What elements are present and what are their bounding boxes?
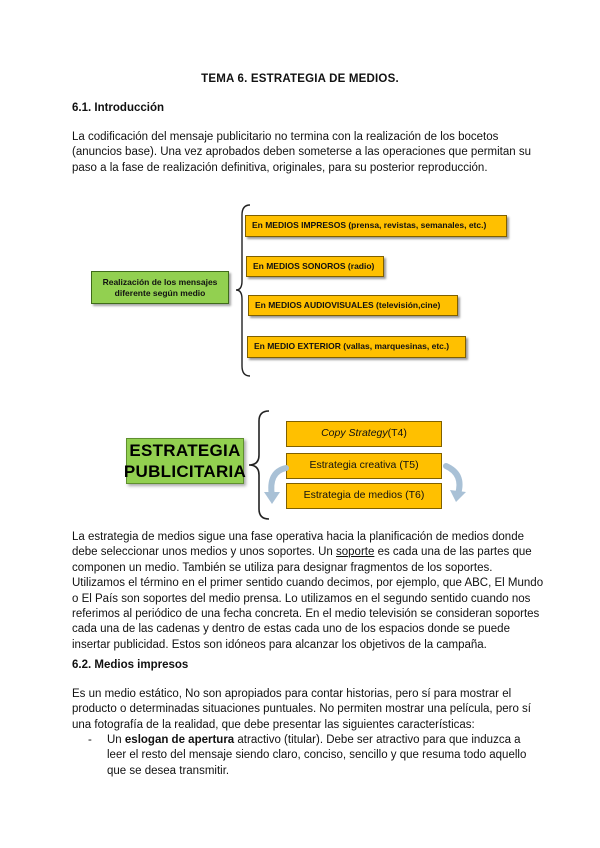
print-media-paragraph	[72, 687, 532, 733]
cycle-arrow-left-icon	[262, 462, 292, 506]
strategy-item-copy-italic: Copy Strategy	[321, 427, 388, 440]
cycle-arrow-right-icon	[440, 460, 470, 504]
text-line: La codificación del mensaje publicitario no termina con la realización de los bocetos	[72, 131, 499, 143]
intro-paragraph	[72, 130, 532, 176]
text-line: La estrategia de medios sigue una fase operativa hacia la planificación de medios donde	[72, 531, 524, 543]
text-run: es cada una de las partes que	[374, 546, 532, 559]
text-run: debe seleccionar unos medios y unos soportes. Un	[72, 546, 337, 559]
bullet-item-slogan	[107, 733, 537, 779]
text-line: referimos al periódico de una fecha concreta. En el medio televisión se consideran soportes	[72, 608, 540, 621]
media-strategy-paragraph	[72, 530, 544, 653]
text-line: insertar publicidad. Estos son idóneos para alcanzar los objetivos de la campaña.	[72, 638, 487, 651]
text-line: una fotografía de la realidad, que debe presentar las siguientes características:	[72, 718, 475, 731]
text-run: Un	[107, 734, 125, 746]
text-line: Es un medio estático, No son apropiados para contar historias, pero sí para mostrar el	[72, 688, 512, 700]
strategy-root-line: ESTRATEGIA	[129, 441, 241, 460]
media-item-radio: En MEDIOS SONOROS (radio)	[246, 256, 384, 277]
strategy-item-media: Estrategia de medios (T6)	[286, 483, 442, 509]
strategy-root-box	[123, 438, 247, 484]
text-line: producto o determinadas situaciones puntuales. No permiten mostrar una película, pero sí	[72, 703, 531, 716]
strategy-root-line: PUBLICITARIA	[123, 462, 247, 481]
document-title: TEMA 6. ESTRATEGIA DE MEDIOS.	[201, 73, 399, 85]
text-line	[107, 733, 537, 748]
strategy-item-copy	[286, 421, 442, 447]
media-item-print: En MEDIOS IMPRESOS (prensa, revistas, semanales, etc.)	[245, 215, 507, 237]
text-line: leer el resto del mensaje siendo claro, conciso, sencillo y que resuma todo aquello	[107, 749, 527, 762]
diagram-root-box: Realización de los mensajes diferente según medio	[91, 271, 229, 304]
text-line	[72, 545, 532, 560]
section-heading-intro: 6.1. Introducción	[72, 102, 165, 114]
media-item-outdoor: En MEDIO EXTERIOR (vallas, marquesinas, etc.)	[247, 336, 466, 358]
strategy-item-copy-rest: (T4)	[387, 427, 407, 440]
strategy-item-creative: Estrategia creativa (T5)	[286, 453, 442, 479]
text-line: o El País son soportes del medio prensa. Lo utilizamos en el segundo sentido cuando nos	[72, 592, 531, 605]
text-line: componen un medio. También se utiliza para designar fragmentos de los soportes.	[72, 561, 493, 574]
text-line: paso a la fase de realización definitiva, originales, para su posterior reproducción.	[72, 161, 488, 174]
text-line: que se desea transmitir.	[107, 764, 230, 777]
bold-term: eslogan de apertura	[124, 734, 235, 746]
section-heading-print: 6.2. Medios impresos	[72, 659, 189, 671]
text-run: atractivo (titular). Debe ser atractivo para que induzca a	[234, 734, 521, 746]
underlined-term: soporte	[336, 546, 375, 559]
media-item-audiovisual: En MEDIOS AUDIOVISUALES (televisión,cine)	[248, 295, 458, 316]
bullet-mark: -	[88, 734, 92, 746]
text-line: (anuncios base). Una vez aprobados deben someterse a las operaciones que permitan su	[72, 146, 532, 159]
text-line: cada una de las cadenas y dentro de estas cada uno de los espacios donde se puede	[72, 623, 510, 636]
text-line: Utilizamos el término en el primer sentido cuando decimos, por ejemplo, que ABC, El Mundo	[72, 577, 544, 590]
